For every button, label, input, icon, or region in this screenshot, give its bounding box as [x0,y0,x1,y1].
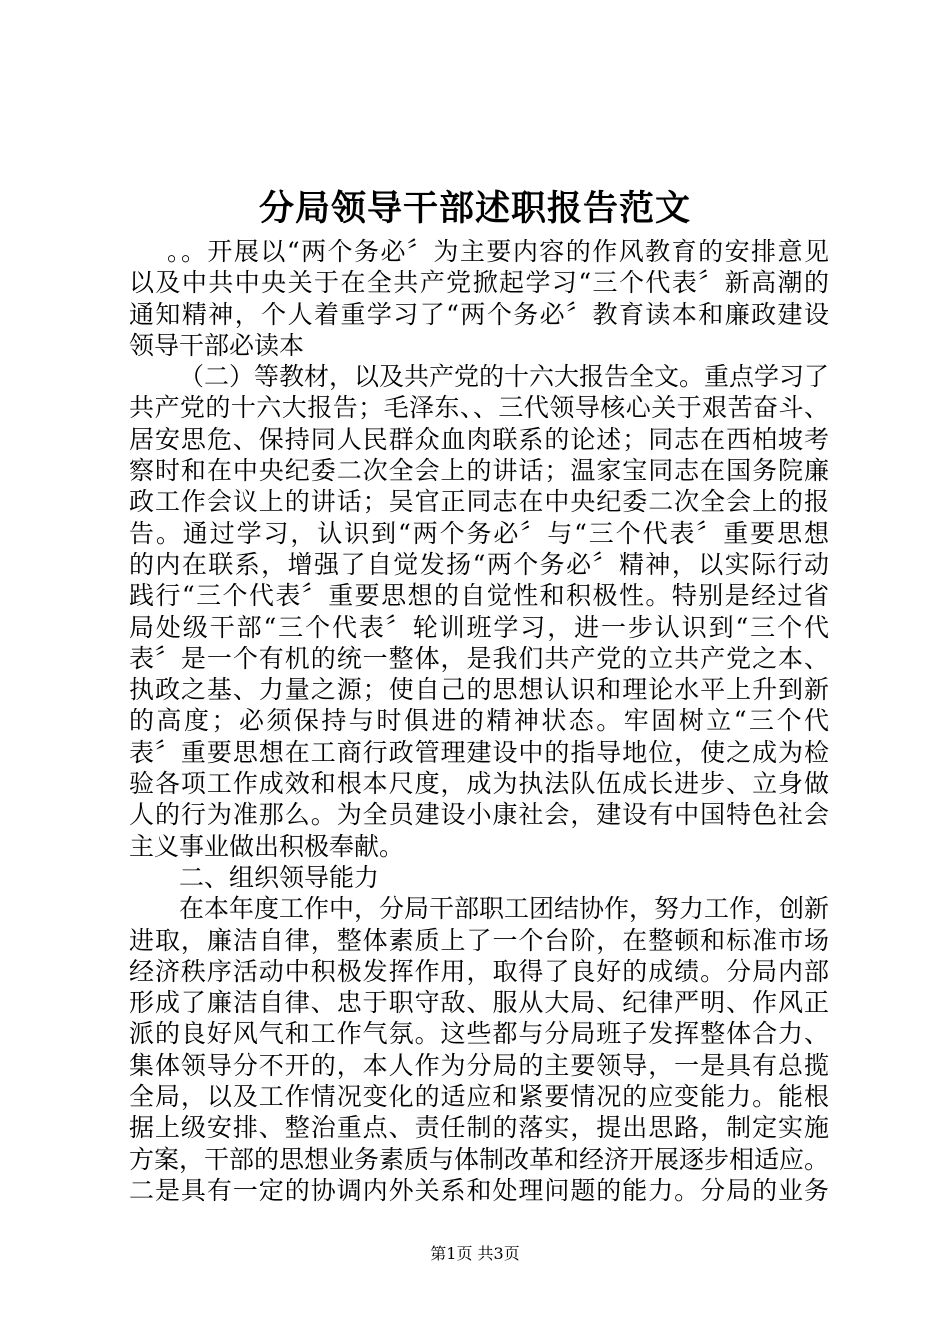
page-footer: 第1页 共3页 [430,1244,520,1263]
text-line: 进取，廉洁自律，整体素质上了一个台阶，在整顿和标准市场 [129,925,829,955]
text-line: 告。通过学习，认识到“两个务必〞与“三个代表〞重要思想 [129,518,829,548]
text-line: 共产党的十六大报告；毛泽东、、三代领导核心关于艰苦奋斗、 [129,393,829,423]
text-line: 的内在联系，增强了自觉发扬“两个务必〞精神，以实际行动 [129,549,829,579]
text-line: 集体领导分不开的，本人作为分局的主要领导，一是具有总揽 [129,1050,829,1080]
text-line: 领导干部必读本 [129,330,305,360]
text-line: 在本年度工作中，分局干部职工团结协作，努力工作，创新 [179,894,829,924]
text-line: 派的良好风气和工作气氛。这些都与分局班子发挥整体合力、 [129,1019,829,1049]
text-line: 。。开展以“两个务必〞为主要内容的作风教育的安排意见 [167,237,829,266]
text-line: 局处级干部“三个代表〞轮训班学习，进一步认识到“三个代 [129,612,829,642]
section-heading: 二、组织领导能力 [179,862,380,892]
text-line: 主义事业做出积极奉献。 [129,831,405,861]
text-line: 执政之基、力量之源；使自己的思想认识和理论水平上升到新 [129,675,829,705]
text-line: 表〞是一个有机的统一整体，是我们共产党的立共产党之本、 [129,643,829,673]
text-line: 据上级安排、整治重点、责任制的落实，提出思路，制定实施 [129,1113,829,1143]
text-line: 人的行为准那么。为全员建设小康社会，建设有中国特色社会 [129,800,829,830]
text-line: 践行“三个代表〞重要思想的自觉性和积极性。特别是经过省 [129,581,829,611]
text-line: 二是具有一定的协调内外关系和处理问题的能力。分局的业务 [129,1175,829,1205]
text-line: 方案，干部的思想业务素质与体制改革和经济开展逐步相适应。 [129,1144,829,1174]
document-title: 分局领导干部述职报告范文 [258,188,691,229]
text-line: 验各项工作成效和根本尺度，成为执法队伍成长进步、立身做 [129,769,829,799]
text-line: 察时和在中央纪委二次全会上的讲话；温家宝同志在国务院廉 [129,456,829,486]
text-line: 以及中共中央关于在全共产党掀起学习“三个代表〞新高潮的 [129,268,829,298]
text-line: 经济秩序活动中积极发挥作用，取得了良好的成绩。分局内部 [129,956,829,986]
text-line: 全局，以及工作情况变化的适应和紧要情况的应变能力。能根 [129,1082,829,1112]
text-line: 表〞重要思想在工商行政管理建设中的指导地位，使之成为检 [129,737,829,767]
text-line: 居安思危、保持同人民群众血肉联系的论述；同志在西柏坡考 [129,424,829,454]
document-body [129,236,829,1206]
text-line: （二）等教材，以及共产党的十六大报告全文。重点学习了 [179,362,829,392]
text-line: 政工作会议上的讲话；吴官正同志在中央纪委二次全会上的报 [129,487,829,517]
text-line: 形成了廉洁自律、忠于职守敌、服从大局、纪律严明、作风正 [129,988,829,1018]
text-line: 的高度；必须保持与时俱进的精神状态。牢固树立“三个代 [129,706,829,736]
text-line: 通知精神，个人着重学习了“两个务必〞教育读本和廉政建设 [129,299,829,329]
